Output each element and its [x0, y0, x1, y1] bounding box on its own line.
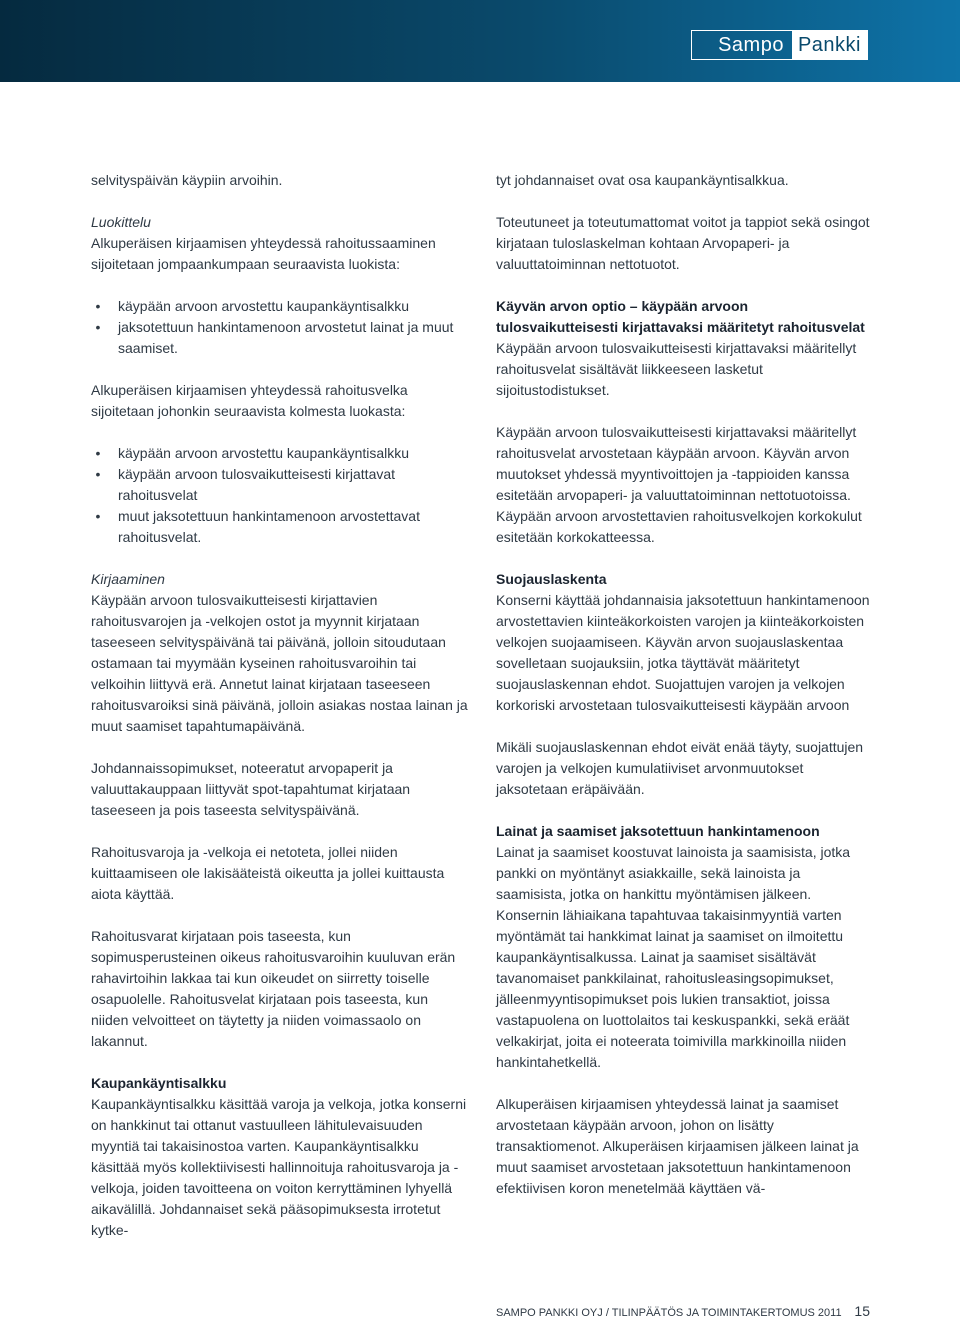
list-item: • käypään arvoon arvostettu kaupankäyntisalkku [118, 443, 469, 464]
kirjaaminen-section [91, 569, 469, 737]
suojauslaskenta-section [496, 569, 874, 716]
right-column [496, 170, 874, 1220]
list-item: • muut jaksotettuun hankintamenoon arvostettavat rahoitusvelat. [118, 506, 469, 548]
sampo-pankki-logo [691, 30, 868, 60]
luokittelu-section [91, 212, 469, 275]
kaupankayntisalkku-text: Kaupankäyntisalkku käsittää varoja ja velkoja, jotka konserni on hankkinut tai ottanut vastuulleen lähitulevaisuuden myyntiä tai takaisinostoa varten. Kaupankäyntisalkku käsittää myös kollektiivisesti hallinnoituja rahoitusvaroja ja -velkoja, joiden tavoitteena on voiton kerryttäminen lyhyellä aikavälillä. Johdannaiset sekä pääsopimuksesta irrotetut kytke- [91, 1096, 467, 1238]
kayvan-arvon-optio-section [496, 296, 874, 401]
suojauslaskenta-heading: Suojauslaskenta [496, 571, 607, 587]
kaypaan-arvoon-paragraph: Käypään arvoon tulosvaikutteisesti kirjattavaksi määritellyt rahoitusvelat arvostetaan käypään arvoon. Käyvän arvon muutokset yhdessä myyntivoittojen ja -tappioiden kanssa esitetään arvopaperi- ja valuuttatoiminnan nettotuotoissa. Käypään arvoon arvostettavien rahoitusvelkojen korkokulut esitetään korkokatteessa. [496, 424, 862, 545]
right-intro-paragraph: tyt johdannaiset ovat osa kaupankäyntisalkkua. [496, 172, 789, 188]
netoteta-paragraph: Rahoitusvaroja ja -velkoja ei netoteta, jollei niiden kuittaamiseen ole lakisääteistä oikeutta ja jollei kuittausta aiota käyttää. [91, 844, 445, 902]
saaminen-class-list [91, 296, 469, 359]
johdannais-paragraph: Johdannaissopimukset, noteeratut arvopaperit ja valuuttakauppaan liittyvät spot-tapahtumat kirjataan taseeseen ja pois taseesta selvityspäivänä. [91, 760, 411, 818]
kirjaaminen-text: Käypään arvoon tulosvaikutteisesti kirjattavien rahoitusvarojen ja -velkojen ostot ja myynnit kirjataan taseeseen selvityspäivänä tai päivänä, jolloin sitoudutaan ostamaan tai myymään kyseinen rahoitusvaroihin tai velkoihin liittyvä erä. Annetut lainat kirjataan taseeseen rahoitusvaroiksi sinä päivänä, jolloin asiakas nostaa lainan ja muut saamiset tapahtumapäivänä. [91, 592, 468, 734]
list-item: • käypään arvoon tulosvaikutteisesti kirjattavat rahoitusvelat [118, 464, 469, 506]
logo-pankki-text: Pankki [792, 31, 867, 59]
kayvan-arvon-optio-heading: Käyvän arvon optio – käypään arvoon tulosvaikutteisesti kirjattavaksi määritetyt rahoitusvelat [496, 298, 865, 335]
kirjaaminen-heading: Kirjaaminen [91, 571, 165, 587]
voitot-paragraph: Toteutuneet ja toteutumattomat voitot ja tappiot sekä osingot kirjataan tuloslaskelman kohtaan Arvopaperi- ja valuuttatoiminnan nettotuotot. [496, 214, 870, 272]
lainat-saamiset-section [496, 821, 874, 1073]
left-column [91, 170, 469, 1262]
kayvan-arvon-optio-text: Käypään arvoon tulosvaikutteisesti kirjattavaksi määritellyt rahoitusvelat sisältävät liikkeeseen lasketut sijoitustodistukset. [496, 340, 857, 398]
page-footer [496, 1303, 870, 1321]
velka-class-list [91, 443, 469, 548]
page-number: 15 [854, 1303, 870, 1319]
list-item: • jaksotettuun hankintamenoon arvostetut lainat ja muut saamiset. [118, 317, 469, 359]
footer-text: SAMPO PANKKI OYJ / TILINPÄÄTÖS JA TOIMINTAKERTOMUS 2011 [496, 1307, 842, 1319]
suojauslaskenta-text: Konserni käyttää johdannaisia jaksotettuun hankintamenoon arvostettavien kiinteäkorkoisten varojen ja kiinteäkorkoisten velkojen suojaamiseen. Käyvän arvon suojauslaskentaa sovelletaan suojauksiin, jotka täyttävät määritetyt suojauslaskennan ehdot. Suojattujen varojen ja velkojen korkoriski arvostetaan tulosvaikutteisesti käypään arvoon [496, 592, 870, 713]
lainat-saamiset-text: Lainat ja saamiset koostuvat lainoista ja saamisista, jotka pankki on myöntänyt asiakkaille, sekä lainoista ja saamisista, jotka on hankittu myöntämisen jälkeen. Konsernin lähiaikana tapahtuvaa takaisinmyyntiä varten myöntämät tai hankkimat lainat ja saamiset on ilmoitettu kaupankäyntisalkussa. Lainat ja saamiset sisältävät tavanomaiset pankkilainat, rahoitusleasingsopimukset, jälleenmyyntisopimukset pois lukien transaktiot, joissa vastapuolena on luottolaitos tai keskuspankki, sekä eräät velkakirjat, joita ei noteerata toimivilla markkinoilla niiden hankintahetkellä. [496, 844, 851, 1070]
kaupankayntisalkku-heading: Kaupankäyntisalkku [91, 1075, 227, 1091]
left-intro-paragraph: selvityspäivän käypiin arvoihin. [91, 172, 283, 188]
page-header-banner [0, 0, 960, 82]
luokittelu-heading: Luokittelu [91, 214, 151, 230]
kaupankayntisalkku-section [91, 1073, 469, 1241]
mikali-paragraph: Mikäli suojauslaskennan ehdot eivät enää täyty, suojattujen varojen ja velkojen kumulatiiviset arvonmuutokset jaksotetaan eräpäivään. [496, 739, 864, 797]
lainat-saamiset-heading: Lainat ja saamiset jaksotettuun hankintamenoon [496, 823, 820, 839]
velka-paragraph: Alkuperäisen kirjaamisen yhteydessä rahoitusvelka sijoitetaan johonkin seuraavista kolmesta luokasta: [91, 382, 408, 419]
logo-sampo-text: Sampo [718, 34, 784, 56]
list-item: • käypään arvoon arvostettu kaupankäyntisalkku [118, 296, 469, 317]
alkuperaisen-paragraph: Alkuperäisen kirjaamisen yhteydessä lainat ja saamiset arvostetaan käypään arvoon, johon on lisätty transaktiomenot. Alkuperäisen kirjaamisen jälkeen lainat ja muut saamiset arvostetaan jaksotettuun hankintamenoon efektiivisen koron menetelmää käyttäen vä- [496, 1096, 859, 1196]
luokittelu-text: Alkuperäisen kirjaamisen yhteydessä rahoitussaaminen sijoitetaan jompaankumpaan seuraavista luokista: [91, 235, 436, 272]
pois-taseesta-paragraph: Rahoitusvarat kirjataan pois taseesta, kun sopimusperusteinen oikeus rahoitusvaroihin kuuluvan erän rahavirtoihin lakkaa tai kun oikeudet on siirretty toiselle osapuolelle. Rahoitusvelat kirjataan pois taseesta, kun niiden velvoitteet on täytetty ja niiden voimassaolo on lakannut. [91, 928, 456, 1049]
